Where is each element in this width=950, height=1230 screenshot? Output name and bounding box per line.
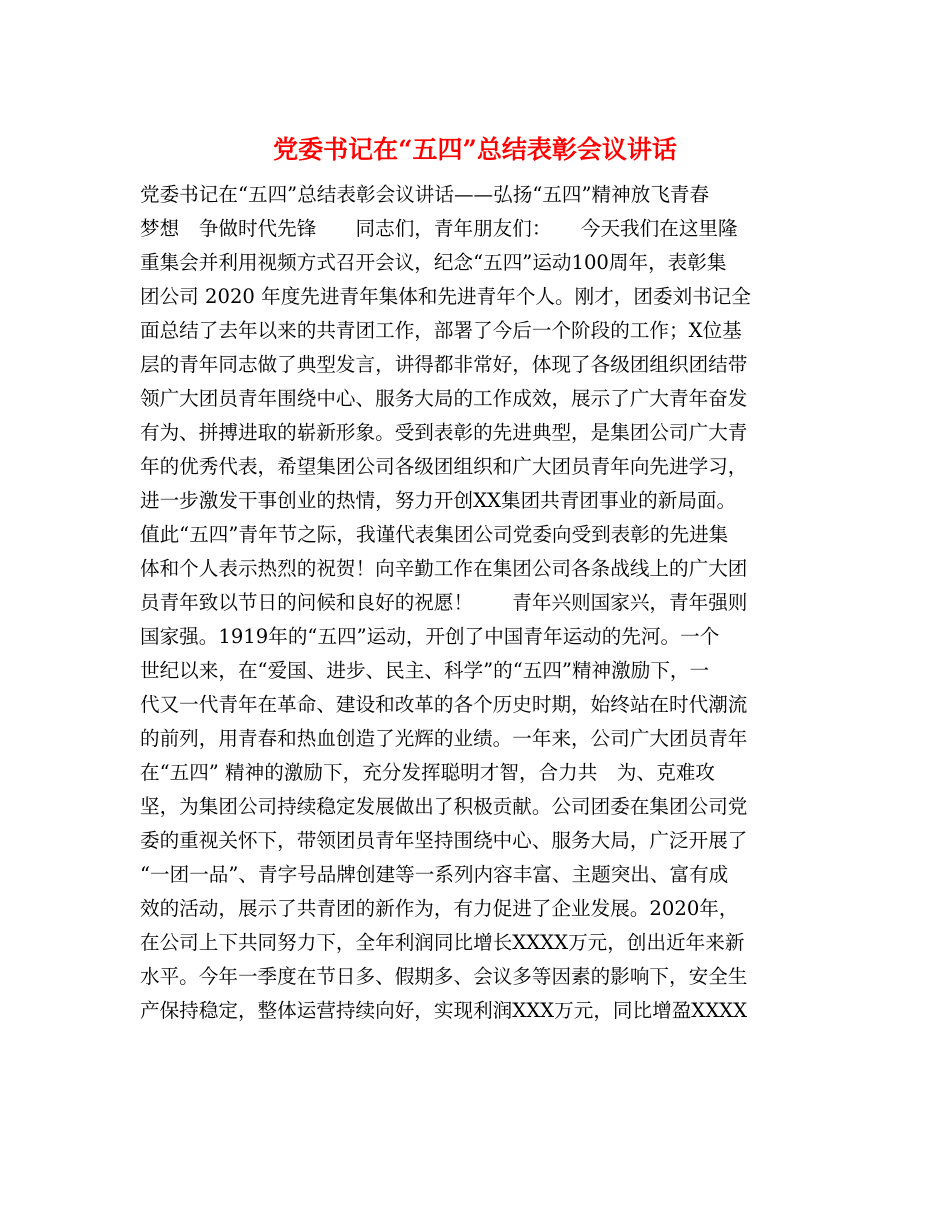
body-line: 梦想 争做时代先锋 同志们，青年朋友们： 今天我们在这里隆 [140, 217, 738, 240]
body-line: 有为、拼搏进取的崭新形象。受到表彰的先进典型，是集团公司广大青 [140, 421, 748, 444]
body-line: 党委书记在“五四”总结表彰会议讲话——弘扬“五四”精神放飞青春 [140, 183, 710, 206]
body-line: 员青年致以节日的问候和良好的祝愿！ 青年兴则国家兴，青年强则 [140, 591, 748, 614]
body-line: 进一步激发干事创业的热情，努力开创XX集团共青团事业的新局面。 [140, 489, 737, 512]
body-line: 值此“五四”青年节之际，我谨代表集团公司党委向受到表彰的先进集 [140, 523, 729, 546]
body-line: 世纪以来，在“爱国、进步、民主、科学”的“五四”精神激励下，一 [140, 659, 710, 682]
body-line: 层的青年同志做了典型发言，讲得都非常好，体现了各级团组织团结带 [140, 353, 748, 376]
body-line: 面总结了去年以来的共青团工作，部署了今后一个阶段的工作；X位基 [140, 319, 742, 342]
body-line: 在公司上下共同努力下，全年利润同比增长XXXX万元，创出近年来新 [140, 931, 745, 954]
body-line: 坚，为集团公司持续稳定发展做出了积极贡献。公司团委在集团公司党 [140, 795, 748, 818]
body-line: 领广大团员青年围绕中心、服务大局的工作成效，展示了广大青年奋发 [140, 387, 748, 410]
body-line: 水平。今年一季度在节日多、假期多、会议多等因素的影响下，安全生 [140, 965, 748, 988]
body-line: 委的重视关怀下，带领团员青年坚持围绕中心、服务大局，广泛开展了 [140, 829, 748, 852]
body-line: 年的优秀代表，希望集团公司各级团组织和广大团员青年向先进学习， [140, 455, 748, 478]
document-title: 党委书记在“五四”总结表彰会议讲话 [273, 135, 677, 164]
body-line: 的前列，用青春和热血创造了光辉的业绩。一年来，公司广大团员青年 [140, 727, 748, 750]
body-line: 重集会并利用视频方式召开会议，纪念“五四”运动100周年，表彰集 [140, 251, 727, 274]
body-line: 团公司 2020 年度先进青年集体和先进青年个人。刚才，团委刘书记全 [140, 285, 751, 308]
body-line: 代又一代青年在革命、建设和改革的各个历史时期，始终站在时代潮流 [140, 693, 748, 716]
body-line: 产保持稳定，整体运营持续向好，实现利润XXX万元，同比增盈XXXX [140, 999, 748, 1022]
body-line: 体和个人表示热烈的祝贺！向辛勤工作在集团公司各条战线上的广大团 [140, 557, 748, 580]
body-line: “一团一品”、青字号品牌创建等一系列内容丰富、主题突出、富有成 [140, 863, 729, 886]
document-body [140, 178, 820, 1028]
body-line: 在“五四” 精神的激励下，充分发挥聪明才智，合力共 为、克难攻 [140, 761, 715, 784]
body-line: 国家强。1919年的“五四”运动，开创了中国青年运动的先河。一个 [140, 625, 720, 648]
body-line: 效的活动，展示了共青团的新作为，有力促进了企业发展。2020年， [140, 897, 739, 920]
